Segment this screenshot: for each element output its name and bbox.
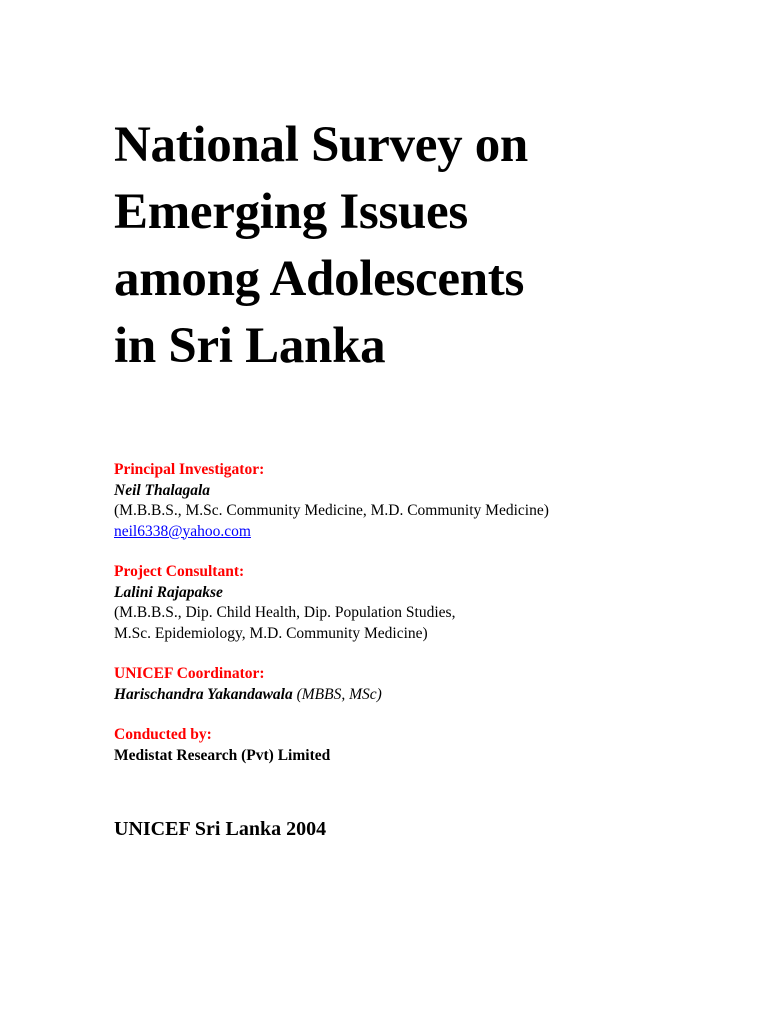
unicef-coordinator-label: UNICEF Coordinator: xyxy=(114,665,265,682)
title-line-4: in Sri Lanka xyxy=(114,318,386,374)
project-consultant-label: Project Consultant: xyxy=(114,563,245,580)
unicef-coordinator-name: Harischandra Yakandawala xyxy=(114,685,293,703)
project-consultant-qualifications-line-1: (M.B.B.S., Dip. Child Health, Dip. Population Studies, xyxy=(114,604,456,621)
principal-investigator-label: Principal Investigator: xyxy=(114,461,265,478)
credits-section xyxy=(114,460,754,786)
project-consultant-block xyxy=(114,562,754,644)
title-line-1: National Survey on xyxy=(114,117,528,173)
document-title xyxy=(114,112,754,380)
project-consultant-name: Lalini Rajapakse xyxy=(114,583,223,601)
principal-investigator-email-link[interactable]: neil6338@yahoo.com xyxy=(114,522,251,540)
title-line-2: Emerging Issues xyxy=(114,184,468,240)
conducted-by-label: Conducted by: xyxy=(114,726,212,743)
principal-investigator-qualifications: (M.B.B.S., M.Sc. Community Medicine, M.D. Community Medicine) xyxy=(114,502,549,519)
unicef-coordinator-block xyxy=(114,664,754,705)
principal-investigator-name: Neil Thalagala xyxy=(114,481,211,499)
principal-investigator-block xyxy=(114,460,754,542)
project-consultant-qualifications-line-2: M.Sc. Epidemiology, M.D. Community Medicine) xyxy=(114,624,428,642)
title-block xyxy=(114,112,754,380)
unicef-coordinator-line xyxy=(114,685,754,706)
title-line-3: among Adolescents xyxy=(114,251,524,307)
conducted-by-organization: Medistat Research (Pvt) Limited xyxy=(114,746,331,764)
conducted-by-block xyxy=(114,725,754,766)
unicef-coordinator-qualifications: (MBBS, MSc) xyxy=(296,685,382,703)
publisher-footer: UNICEF Sri Lanka 2004 xyxy=(114,818,327,840)
